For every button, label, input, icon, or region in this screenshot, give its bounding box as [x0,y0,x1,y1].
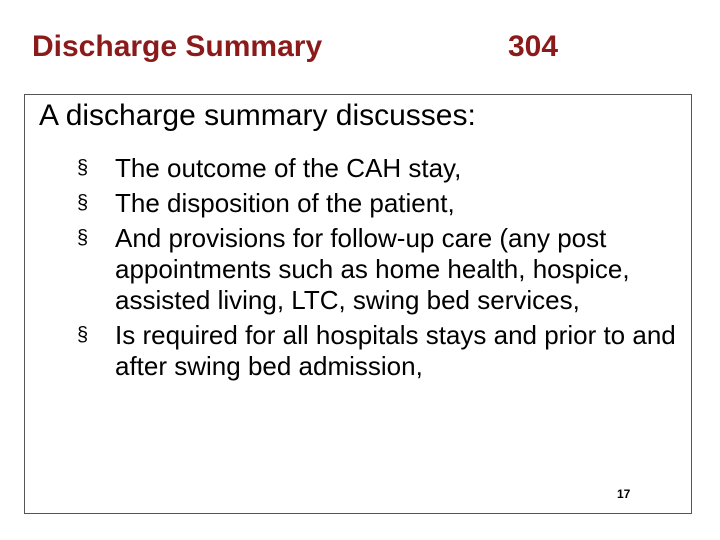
slide-reference-number: 304 [508,30,559,63]
list-item [75,320,687,382]
content-box [24,94,692,514]
bullet-text: The disposition of the patient, [115,188,455,218]
bullet-list [75,153,687,386]
list-item [75,223,687,316]
list-item [75,153,687,184]
bullet-text: The outcome of the CAH stay, [115,153,462,183]
bullet-marker: § [77,157,89,179]
intro-text: A discharge summary discusses: [39,99,476,132]
bullet-text: Is required for all hospitals stays and prior to and after swing bed admission, [115,320,676,381]
bullet-marker: § [77,192,89,214]
bullet-marker: § [77,227,89,249]
slide-title: Discharge Summary [32,30,323,63]
page-number: 17 [617,487,631,501]
bullet-marker: § [77,324,89,346]
list-item [75,188,687,219]
bullet-text: And provisions for follow-up care (any post appointments such as home health, hospice, assisted living, LTC, swing bed services, [115,223,630,315]
